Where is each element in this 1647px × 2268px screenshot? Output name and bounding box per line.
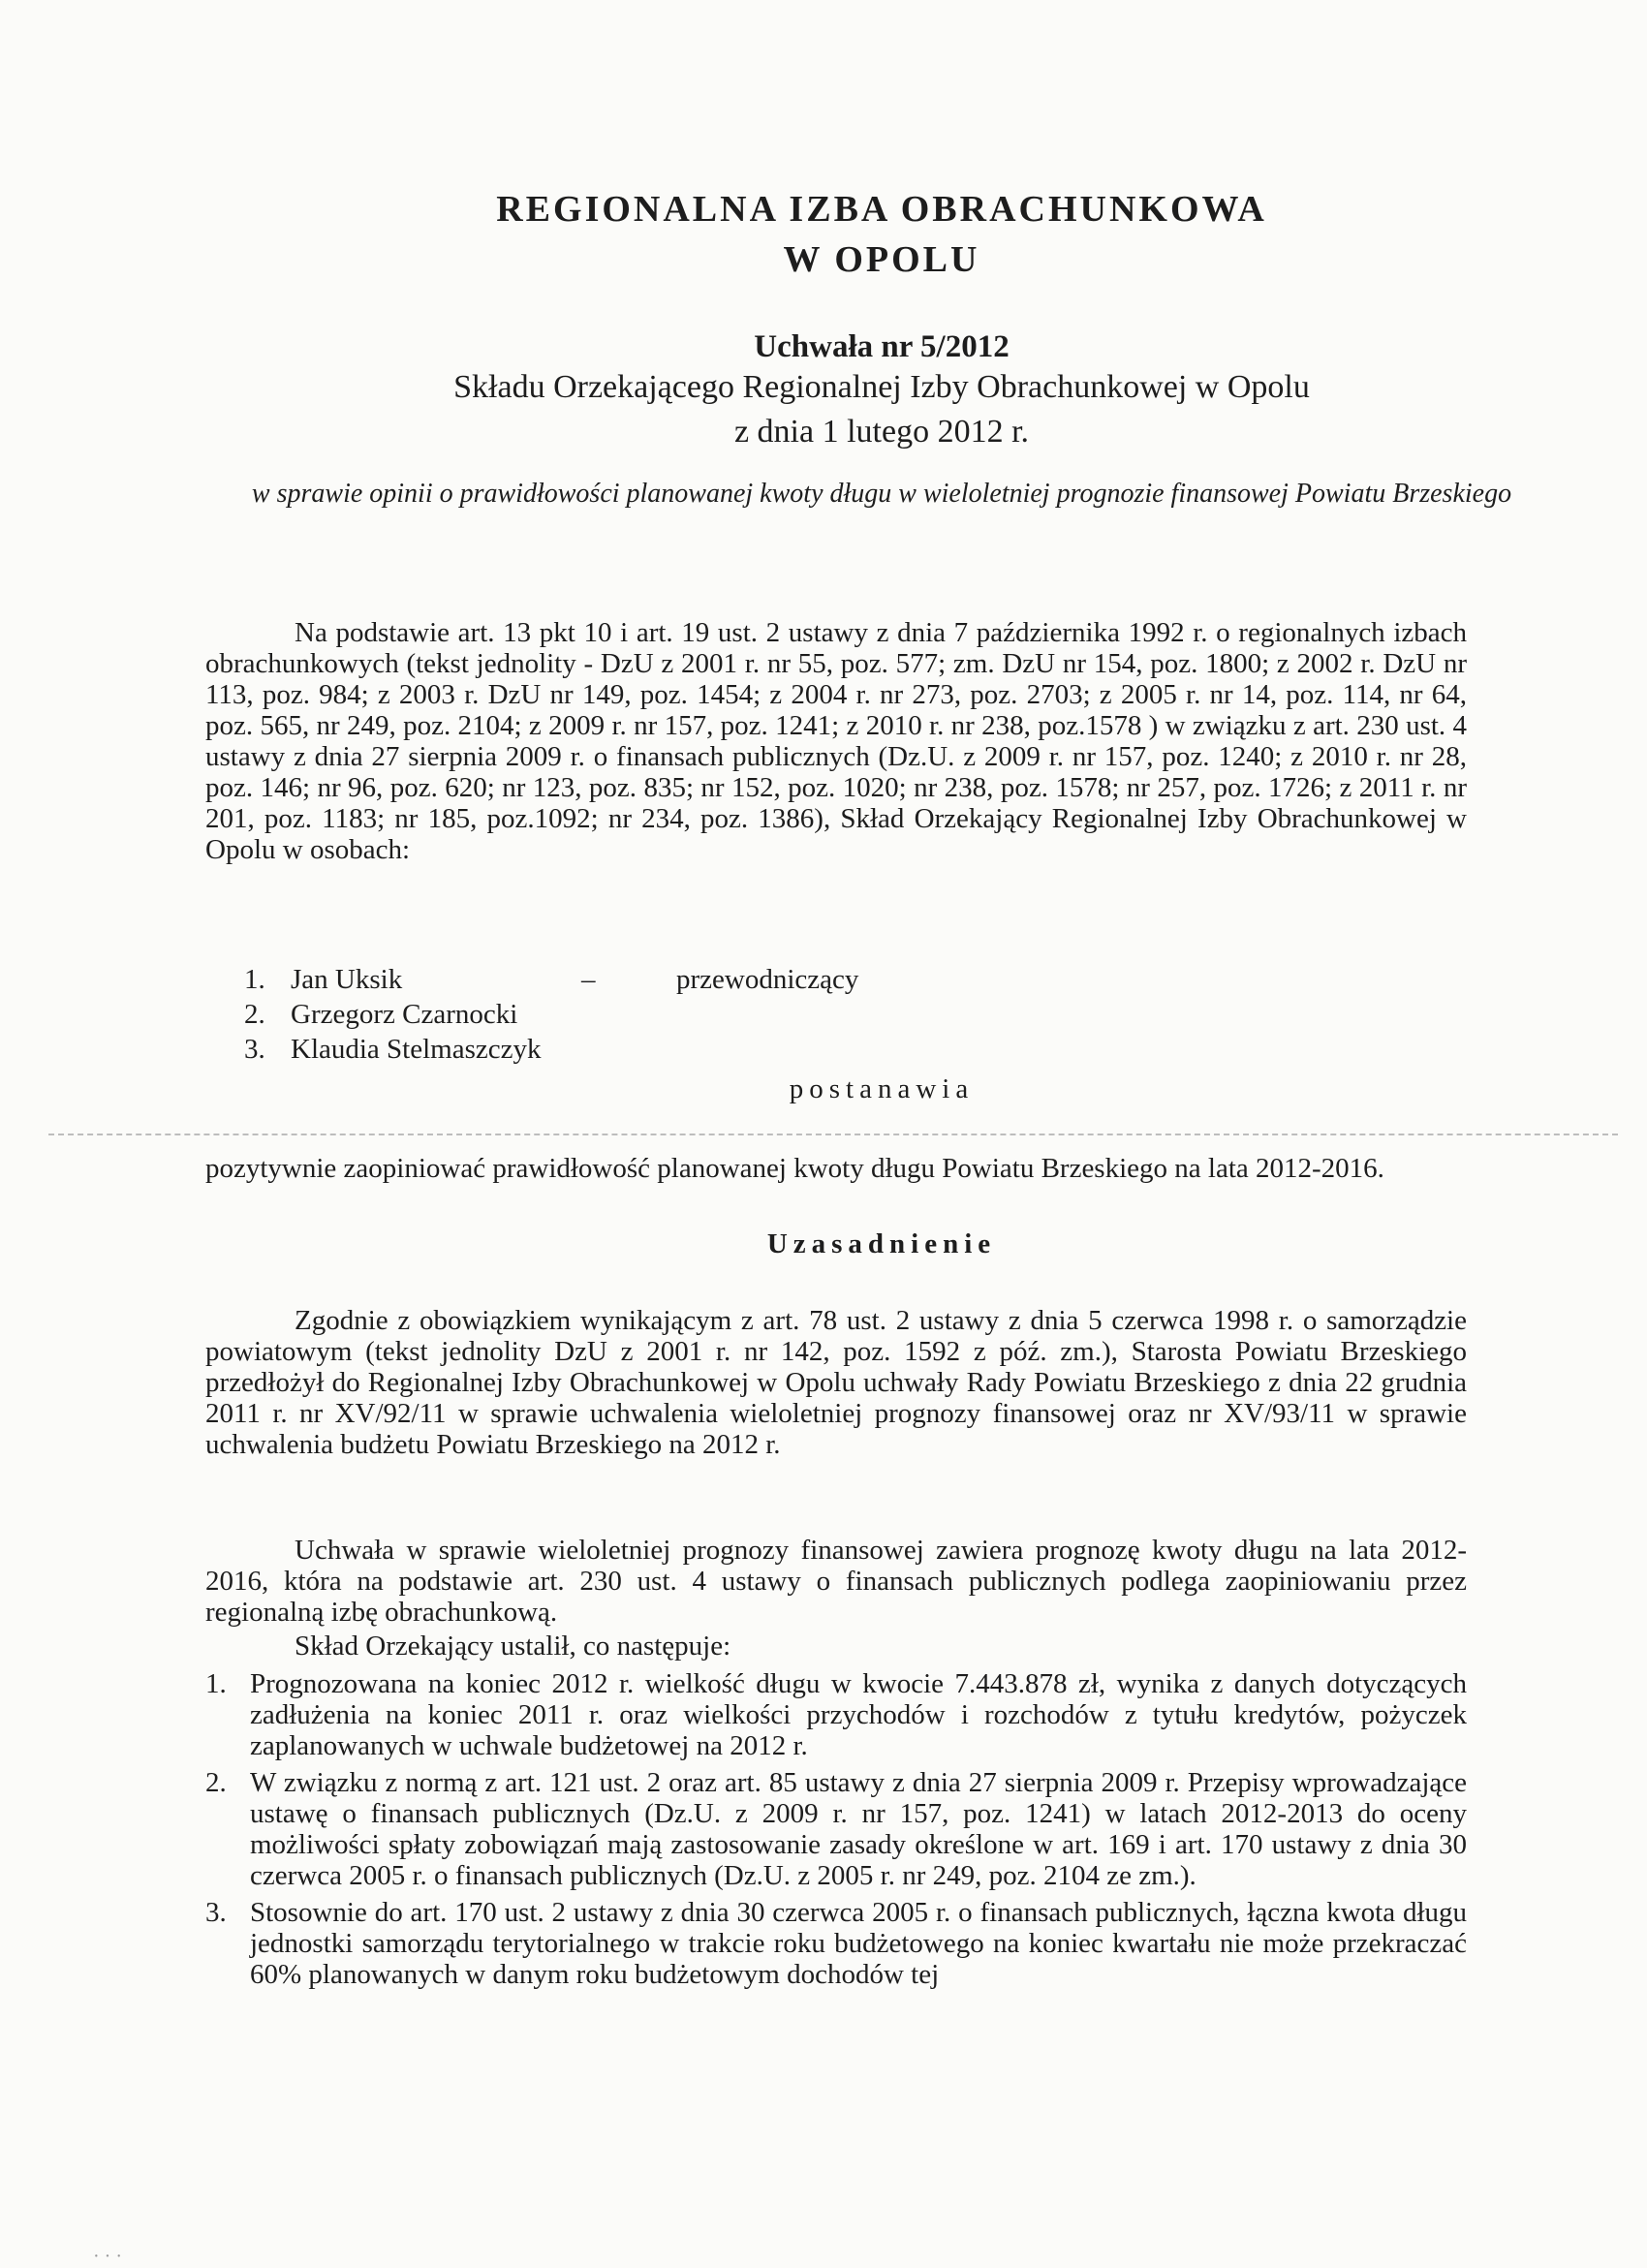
panel-member xyxy=(244,997,1019,1032)
institution-name-line1: REGIONALNA IZBA OBRACHUNKOWA xyxy=(496,189,1267,230)
finding-text: Prognozowana na koniec 2012 r. wielkość długu w kwocie 7.443.878 zł, wynika z danych dotyczących zadłużenia na koniec 2011 r. oraz wielkości przychodów i rozchodów z tytułu kredytów, pożyczek zaplanowanych w uchwale budżetowej na 2012 r. xyxy=(250,1668,1467,1761)
finding-item xyxy=(205,1897,1467,1990)
decision-text: pozytywnie zaopiniować prawidłowość planowanej kwoty długu Powiatu Brzeskiego na lata 2012-2016. xyxy=(205,1153,1384,1184)
member-number: 3. xyxy=(244,1034,265,1065)
panel-member xyxy=(244,962,1019,997)
institution-name-line2: W OPOLU xyxy=(783,239,980,280)
paper-fold-line xyxy=(48,1134,1618,1135)
member-role: przewodniczący xyxy=(676,964,859,995)
decision-keyword: postanawia xyxy=(789,1073,975,1104)
finding-number: 1. xyxy=(205,1668,227,1699)
resolution-issuer: Składu Orzekającego Regionalnej Izby Obrachunkowej w Opolu xyxy=(453,369,1310,405)
member-name: Klaudia Stelmaszczyk xyxy=(291,1034,542,1065)
legal-basis-paragraph: Na podstawie art. 13 pkt 10 i art. 19 ust. 2 ustawy z dnia 7 października 1992 r. o regionalnych izbach obrachunkowych (tekst jednolity - DzU z 2001 r. nr 55, poz. 577; zm. DzU nr 154, poz. 1800; z 2002 r. DzU nr 113, poz. 984; z 2003 r. DzU nr 149, poz. 1454; z 2004 r. nr 273, poz. 2703; z 2005 r. nr 14, poz. 114, nr 64, poz. 565, nr 249, poz. 2104; z 2009 r. nr 157, poz. 1241; z 2010 r. nr 238, poz.1578 ) w związku z art. 230 ust. 4 ustawy z dnia 27 sierpnia 2009 r. o finansach publicznych (Dz.U. z 2009 r. nr 157, poz. 1240; z 2010 r. nr 28, poz. 146; nr 96, poz. 620; nr 123, poz. 835; nr 152, poz. 1020; nr 238, poz. 1578; nr 257, poz. 1726; z 2011 r. nr 201, poz. 1183; nr 185, poz.1092; nr 234, poz. 1386), Skład Orzekający Regionalnej Izby Obrachunkowej w Opolu w osobach: xyxy=(205,617,1467,865)
justification-paragraph-3: Skład Orzekający ustalił, co następuje: xyxy=(295,1631,731,1662)
member-name: Jan Uksik xyxy=(291,964,403,995)
member-dash: – xyxy=(581,964,596,995)
document-header xyxy=(0,184,1647,513)
member-name: Grzegorz Czarnocki xyxy=(291,999,518,1030)
findings-list xyxy=(205,1668,1467,1990)
panel-members-list xyxy=(244,962,1019,1067)
resolution-subject: w sprawie opinii o prawidłowości planowanej kwoty długu w wieloletniej prognozie finansowej Powiatu Brzeskiego xyxy=(251,479,1512,509)
justification-heading: Uzasadnienie xyxy=(766,1228,997,1259)
finding-number: 3. xyxy=(205,1897,227,1928)
justification-paragraph-1: Zgodnie z obowiązkiem wynikającym z art. 78 ust. 2 ustawy z dnia 5 czerwca 1998 r. o samorządzie powiatowym (tekst jednolity DzU z 2001 r. nr 142, poz. 1592 z póź. zm.), Starosta Powiatu Brzeskiego przedłożył do Regionalnej Izby Obrachunkowej w Opolu uchwały Rady Powiatu Brzeskiego z dnia 22 grudnia 2011 r. nr XV/92/11 w sprawie uchwalenia wieloletniej prognozy finansowej oraz nr XV/93/11 w sprawie uchwalenia budżetu Powiatu Brzeskiego na 2012 r. xyxy=(205,1305,1467,1460)
finding-number: 2. xyxy=(205,1767,227,1798)
finding-item xyxy=(205,1767,1467,1891)
panel-member xyxy=(244,1032,1019,1067)
finding-item xyxy=(205,1668,1467,1761)
member-number: 1. xyxy=(244,964,265,995)
finding-text: W związku z normą z art. 121 ust. 2 oraz art. 85 ustawy z dnia 27 sierpnia 2009 r. Przepisy wprowadzające ustawę o finansach publicznych (Dz.U. z 2009 r. nr 157, poz. 1241) w latach 2012-2013 do oceny możliwości spłaty zobowiązań mają zastosowanie zasady określone w art. 169 i art. 170 ustawy z dnia 30 czerwca 2005 r. o finansach publicznych (Dz.U. z 2005 r. nr 249, poz. 2104 ze zm.). xyxy=(250,1767,1467,1891)
scan-speck: · · · xyxy=(93,2246,122,2267)
resolution-date: z dnia 1 lutego 2012 r. xyxy=(733,414,1030,450)
finding-text: Stosownie do art. 170 ust. 2 ustawy z dnia 30 czerwca 2005 r. o finansach publicznych, łączna kwota długu jednostki samorządu terytorialnego w trakcie roku budżetowego na koniec kwartału nie może przekraczać 60% planowanych w danym roku budżetowym dochodów tej xyxy=(250,1897,1467,1990)
member-number: 2. xyxy=(244,999,265,1030)
justification-paragraph-2: Uchwała w sprawie wieloletniej prognozy finansowej zawiera prognozę kwoty długu na lata 2012-2016, która na podstawie art. 230 ust. 4 ustawy o finansach publicznych podlega zaopiniowaniu przez regionalną izbę obrachunkową. xyxy=(205,1535,1467,1628)
resolution-title: Uchwała nr 5/2012 xyxy=(754,329,1010,364)
